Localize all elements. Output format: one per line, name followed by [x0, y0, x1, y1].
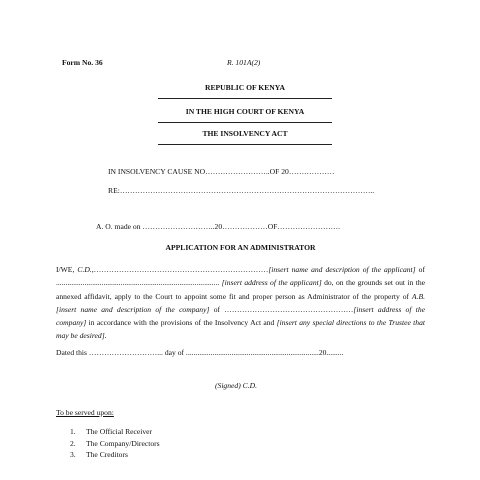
- insert-company-instruction: [insert name and description of the company]: [56, 304, 210, 314]
- dated-line: Dated this ………………………... day of ......................................................................20.........: [56, 348, 344, 357]
- insert-address-instruction: [insert address of the applicant]: [221, 278, 322, 288]
- re-line: RE:………………………………………………………………………………………..: [108, 186, 375, 195]
- ao-made-line: A. O. made on ………………………..20………………OF…………………….: [96, 222, 341, 231]
- company-address-dots: of ……………………………………………: [209, 304, 354, 314]
- insert-directions-instruction: [insert any special directions to the Trustee that may be desired]: [56, 318, 425, 341]
- title-divider: [158, 144, 332, 145]
- signed-label: (Signed): [215, 381, 241, 390]
- body-period: .: [104, 331, 107, 341]
- signature-line: [215, 381, 257, 390]
- title-divider: [158, 122, 332, 123]
- list-item: 2. The Company/Directors: [70, 438, 160, 448]
- application-body: [56, 263, 425, 343]
- signature-initials: C.D.: [240, 381, 257, 390]
- act-title: THE INSOLVENCY ACT: [202, 129, 288, 138]
- rule-reference: R. 101A(2): [227, 58, 261, 67]
- form-number: Form No. 36: [62, 58, 103, 67]
- list-item: 1. The Official Receiver: [70, 427, 153, 436]
- insert-name-instruction: [insert name and description of the applicant]: [268, 265, 416, 274]
- service-list: [56, 426, 160, 461]
- application-heading: APPLICATION FOR AN ADMINISTRATOR: [165, 243, 316, 252]
- list-item: 3. The Creditors: [70, 450, 128, 459]
- court-title: IN THE HIGH COURT OF KENYA: [185, 107, 305, 116]
- title-divider: [158, 98, 332, 99]
- grounds-text: do, on the grounds set out in the annexed affidavit, apply to the Court to appoint some fit and proper person as Administrator of the property of: [56, 278, 426, 301]
- applicant-address-dots: ......................................................................................: [56, 278, 220, 288]
- republic-title: REPUBLIC OF KENYA: [204, 83, 286, 92]
- of-text: of: [415, 265, 425, 274]
- applicant-name-dots: ,……………………………………………………………: [91, 265, 269, 274]
- served-upon-heading: To be served upon:: [56, 408, 114, 417]
- we-prefix: I/WE,: [56, 265, 78, 274]
- accordance-text: in accordance with the provisions of the Insolvency Act and: [86, 318, 277, 328]
- insolvency-cause-line: IN INSOLVENCY CAUSE NO……………………..OF 20………………: [108, 167, 335, 176]
- insert-company-address-instruction: [insert address of the company]: [56, 304, 425, 328]
- applicant-initials: C.D.: [77, 265, 92, 274]
- company-initials: A.B.: [411, 291, 425, 301]
